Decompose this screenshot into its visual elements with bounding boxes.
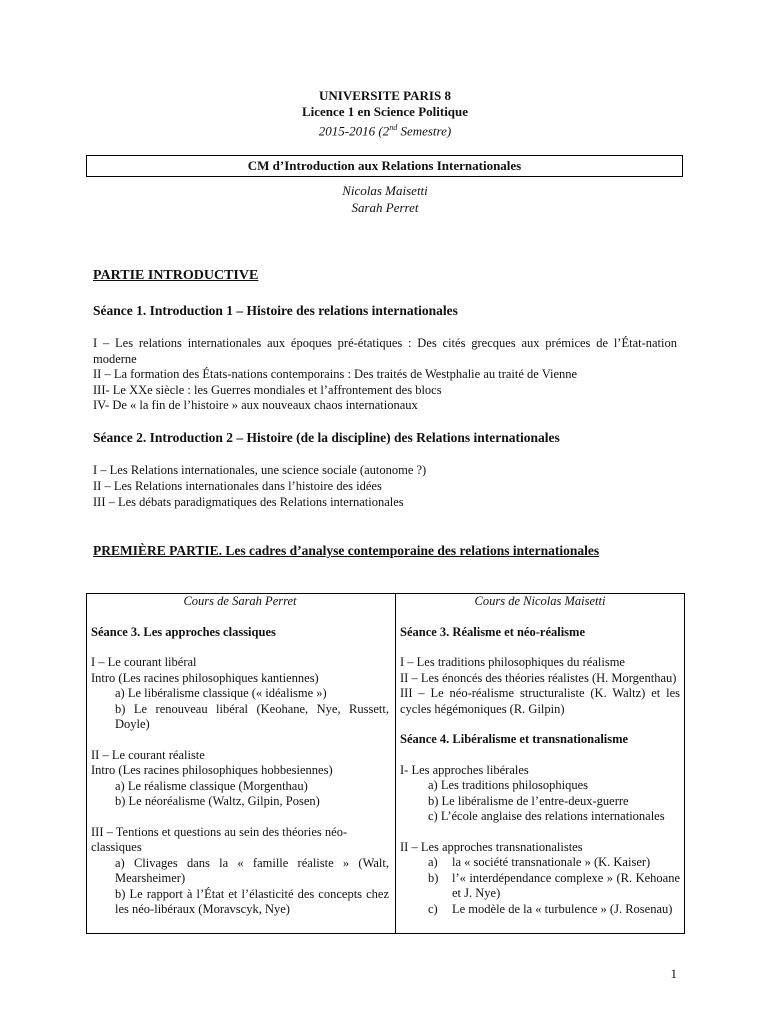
right-list-item: c) Le modèle de la « turbulence » (J. Rosenau): [428, 901, 673, 916]
course-title-box: CM d’Introduction aux Relations Internationales: [86, 155, 683, 177]
academic-year: 2015-2016 (2nd Semestre): [318, 123, 452, 139]
instructor-1: Nicolas Maisetti: [342, 183, 428, 198]
right-line: I – Les traditions philosophiques du réalisme: [400, 655, 625, 669]
right-line: c) L’école anglaise des relations internationales: [428, 809, 665, 823]
left-line: a) Le réalisme classique (Morgenthau): [115, 778, 308, 793]
left-seance-title: Séance 3. Les approches classiques: [91, 624, 276, 639]
university-name: UNIVERSITE PARIS 8: [319, 88, 451, 103]
right-line: III – Le néo-réalisme structuraliste (K. Waltz) et les cycles hégémoniques (R. Gilpin): [400, 686, 680, 716]
left-line: a) Le libéralisme classique (« idéalisme »): [115, 686, 327, 700]
seance2-item: III – Les débats paradigmatiques des Relations internationales: [93, 495, 404, 509]
right-line: II – Les énoncés des théories réalistes (H. Morgenthau): [400, 670, 677, 685]
seance1-item: III- Le XXe siècle : les Guerres mondiales et l’affrontement des blocs: [93, 383, 442, 397]
left-line: I – Le courant libéral: [91, 655, 197, 669]
right-line: a) Les traditions philosophiques: [428, 778, 589, 792]
intro-section-heading: PARTIE INTRODUCTIVE: [93, 268, 259, 283]
left-column: [91, 594, 389, 918]
left-line: Intro (Les racines philosophiques kantiennes): [91, 670, 319, 685]
right-line: I- Les approches libérales: [400, 762, 529, 777]
seance2-item: I – Les Relations internationales, une science sociale (autonome ?): [93, 463, 427, 477]
right-list-item: b) l’« interdépendance complexe » (R. Kehoane et J. Nye): [428, 870, 680, 900]
seance1-item: IV- De « la fin de l’histoire » aux nouveaux chaos internationaux: [93, 398, 418, 412]
instructor-2: Sarah Perret: [351, 200, 419, 215]
page-number: 1: [670, 966, 677, 981]
left-column-header: Cours de Sarah Perret: [183, 594, 297, 608]
left-line: b) Le néoréalisme (Waltz, Gilpin, Posen): [115, 794, 320, 808]
seance1-title: Séance 1. Introduction 1 – Histoire des relations internationales: [93, 303, 458, 318]
table-divider: [395, 593, 396, 934]
left-line: II – Le courant réaliste: [91, 747, 205, 762]
right-column: [400, 594, 680, 917]
right-line: II – Les approches transnationalistes: [400, 839, 583, 854]
right-line: b) Le libéralisme de l’entre-deux-guerre: [428, 793, 629, 808]
seance1-item: I – Les relations internationales aux époques pré-étatiques : Des cités grecques aux prémices de l’État-nation moderne: [93, 336, 677, 366]
right-seance3-title: Séance 3. Réalisme et néo-réalisme: [400, 624, 586, 639]
first-part-heading: PREMIÈRE PARTIE. Les cadres d’analyse contemporaine des relations internationales: [93, 543, 600, 558]
right-column-header: Cours de Nicolas Maisetti: [474, 594, 606, 608]
seance1-item: II – La formation des États-nations contemporains : Des traités de Westphalie au traité de Vienne: [93, 367, 578, 381]
left-line: b) Le rapport à l’État et l’élasticité des concepts chez les néo-libéraux (Moravscyk, Nye): [115, 886, 389, 916]
licence-title: Licence 1 en Science Politique: [301, 104, 469, 119]
left-line: Intro (Les racines philosophiques hobbesiennes): [91, 763, 333, 777]
left-line: III – Tentions et questions au sein des théories néo-classiques: [91, 824, 348, 854]
right-list-item: a) la « société transnationale » (K. Kaiser): [428, 855, 651, 869]
right-seance4-title: Séance 4. Libéralisme et transnationalisme: [400, 732, 629, 746]
left-line: b) Le renouveau libéral (Keohane, Nye, Russett, Doyle): [115, 701, 389, 731]
seance2-item: II – Les Relations internationales dans l’histoire des idées: [93, 479, 382, 493]
left-line: a) Clivages dans la « famille réaliste » (Walt, Mearsheimer): [115, 855, 389, 885]
seance2-title: Séance 2. Introduction 2 – Histoire (de la discipline) des Relations internationales: [93, 430, 560, 445]
